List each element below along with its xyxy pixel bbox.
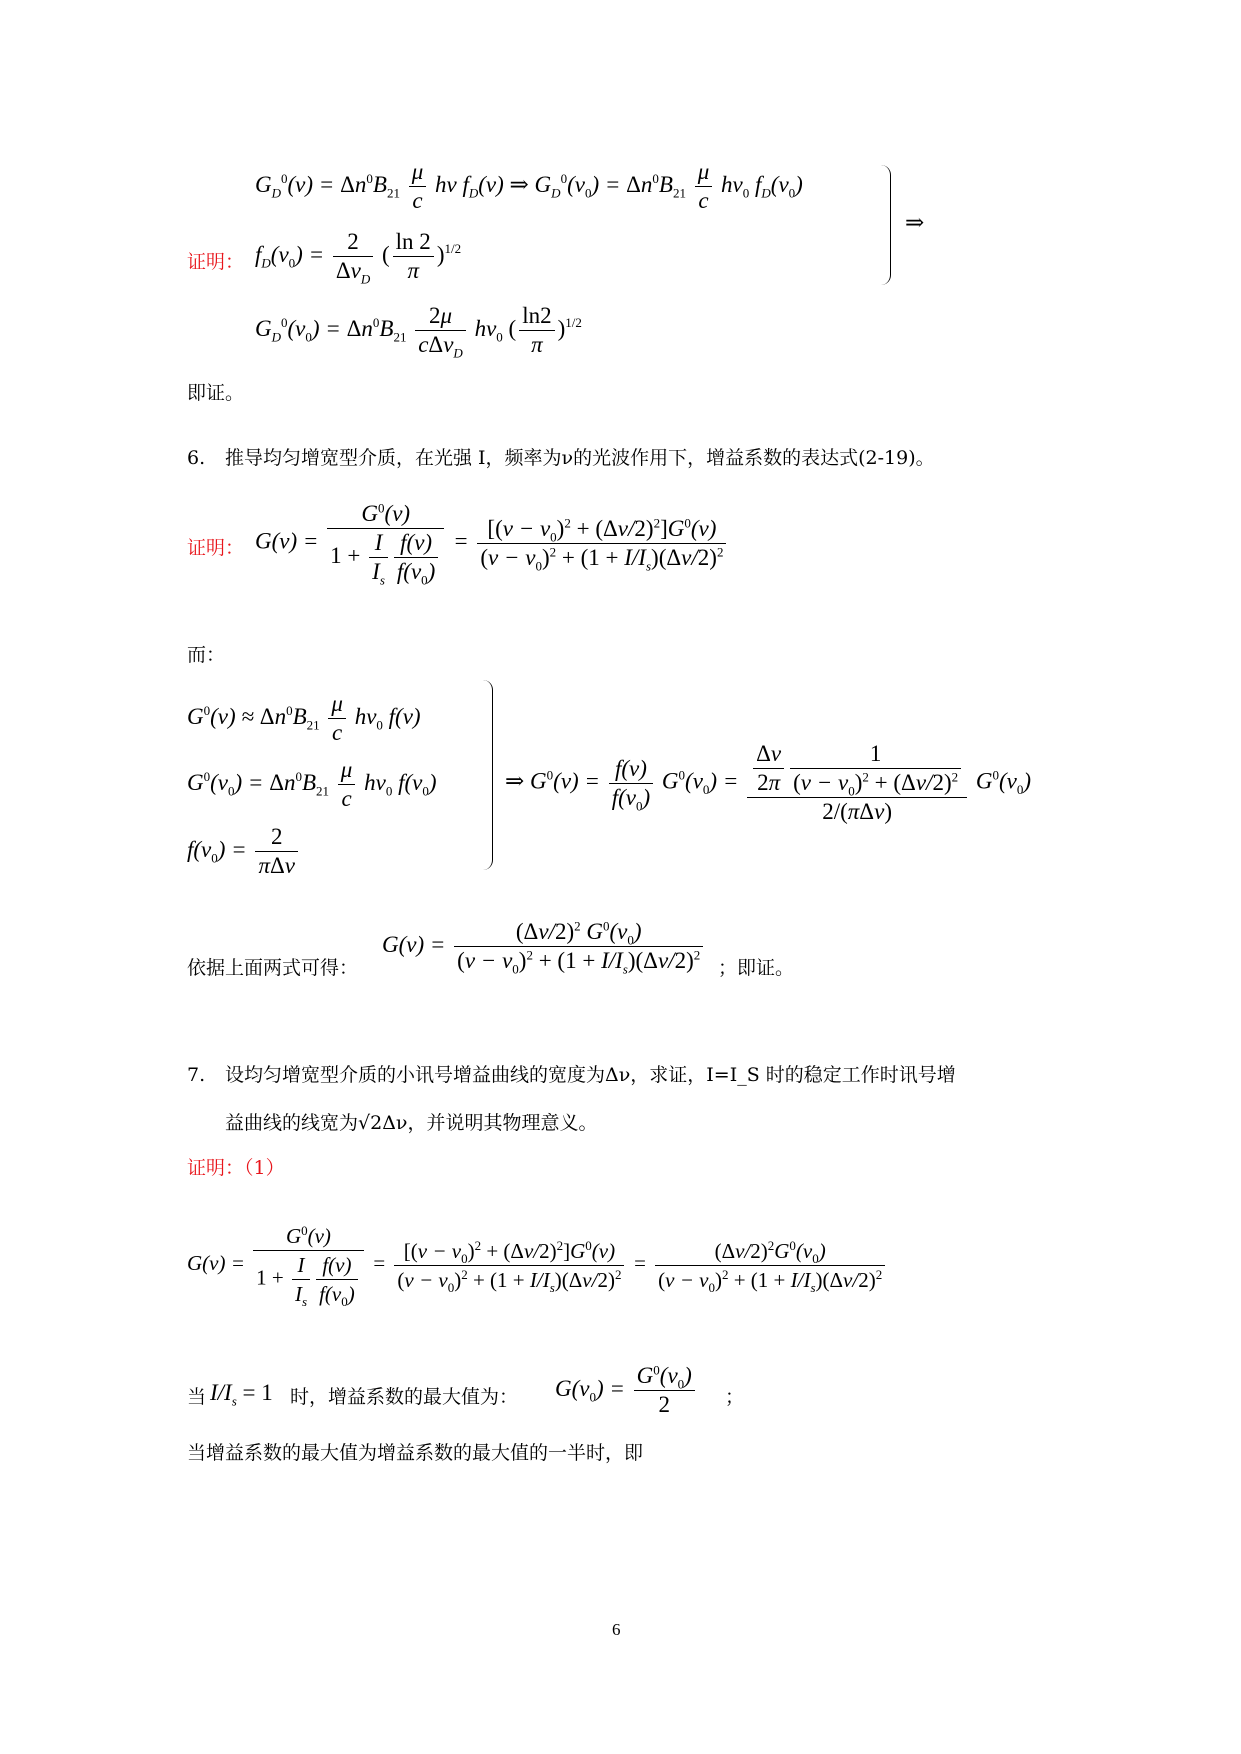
when-prefix: 当 [187,1386,207,1408]
equation-gd-nu: $G_D^0(\nu) = \Delta n^0B_{21}$ $\frac{\mu}{c}$ hν $f_D(\nu)$ ⇒ $G_D^0(\nu_0) = \Delta n^0B_{21}$ $\frac{\mu}{c}$ $h\nu_0$ $f_D(\nu_0)$ [255,159,803,213]
equation-fd-nu0: $f_D(\nu_0)$ = $\frac{2}{\Delta\nu_D}$ ( $\frac{\ln 2}{\pi}$ )$^{1/2}$ [255,229,462,287]
implies-arrow-1: ⇒ [905,210,925,235]
equation-f-nu0: $f(\nu_0)$ = $\frac{2}{\text{πΔν}}$ [187,823,301,880]
right-brace-2 [482,680,493,870]
proof-label-1: 证明： [187,251,245,273]
q7-number: 7. [187,1064,206,1086]
equation-ratio-one: $I/I_s = 1$ [210,1380,273,1409]
equation-g0-nu0: $G^0(\nu_0) = \Delta n^0B_{21}$ $\frac{\mu}{c}$ $h\nu_0$ $f(\nu_0)$ [187,757,437,811]
when-mid: 时，增益系数的最大值为： [290,1386,519,1408]
q7-text-line1: 设均匀增宽型介质的小讯号增益曲线的宽度为Δν，求证，I=I_S 时的稳定工作时讯号增 [225,1064,956,1086]
when-suffix: ； [725,1386,745,1408]
equation-gd-nu0: $G_D^0(\nu_0) = \Delta n^0B_{21}$ $\frac{2\mu}{c\Delta\nu_D}$ $h\nu_0$ ( $\frac{\ln 2}{\pi}$ )$^{1/2}$ [255,303,582,361]
equation-g0-nu: $G^0(\nu) \approx \Delta n^0B_{21}$ $\frac{\mu}{c}$ $h\nu_0$ f(ν) [187,691,421,745]
equation-q7-gain: G(ν) = $G^0(\nu)$ 1 + $\frac{I}{I_s}$ $\frac{f(\nu)}{f(\nu_0)}$ = $\frac{[(\nu - \nu_0)^2 + (\Delta\nu/2)^2]G^0(\nu)}{(\nu - \nu_0)^2 + (1 + I/I_s)(\Delta\nu/2)^2}$ = $\frac{(\Delta\nu/2)^2G^0(\nu_0)}{(\nu - \nu_0)^2 + (1 + I/I_s)(\Delta\nu/2)^2}$ [187,1222,888,1308]
q7-last-line: 当增益系数的最大值为增益系数的最大值的一半时，即 [187,1442,644,1464]
equation-max-gain: $G(\nu_0)$ = $\frac{G^0(\nu_0)}{2}$ [555,1362,698,1419]
right-brace-1 [880,165,891,285]
result-prefix: 依据上面两式可得： [187,957,359,979]
conclusion-1: 即证。 [187,382,245,404]
and-label: 而： [187,644,226,666]
result-suffix: ；即证。 [718,957,795,979]
equation-q6-result: G(ν) = $\frac{(\Delta\nu/2)^2 G^0(\nu_0)}{(\nu - \nu_0)^2 + (1 + I/I_s)(\Delta\nu/2)^2}$ [382,918,706,975]
equation-q6-derived: ⇒ $G^0(\nu)$ = $\frac{f(\nu)}{f(\nu_0)}$ $G^0(\nu_0)$ = $\frac{\Delta\nu}{2\pi}$ $\frac{1}{(\nu - \nu_0)^2 + (\Delta\nu/2)^2}$ 2/(πΔν) $G^0(\nu_0)$ [505,741,1032,824]
q7-text-line2: 益曲线的线宽为√2Δν，并说明其物理意义。 [225,1112,598,1134]
q6-number: 6. [187,447,206,469]
proof-label-2: 证明： [187,537,245,559]
page-number: 6 [612,1620,621,1639]
proof-label-3: 证明：（1） [187,1157,285,1179]
equation-q6-gain: G(ν) = $G^0(\nu)$ 1 + $\frac{I}{I_s}$ $\frac{f(\nu)}{f(\nu_0)}$ = $\frac{[(\nu - \nu_0)^2 + (\Delta\nu/2)^2]G^0(\nu)}{(\nu - \nu_0)^2 + (1 + I/I_s)(\Delta\nu/2)^2}$ [255,500,729,586]
q6-text: 推导均匀增宽型介质，在光强 I，频率为ν的光波作用下，增益系数的表达式(2-19)。 [225,447,935,469]
